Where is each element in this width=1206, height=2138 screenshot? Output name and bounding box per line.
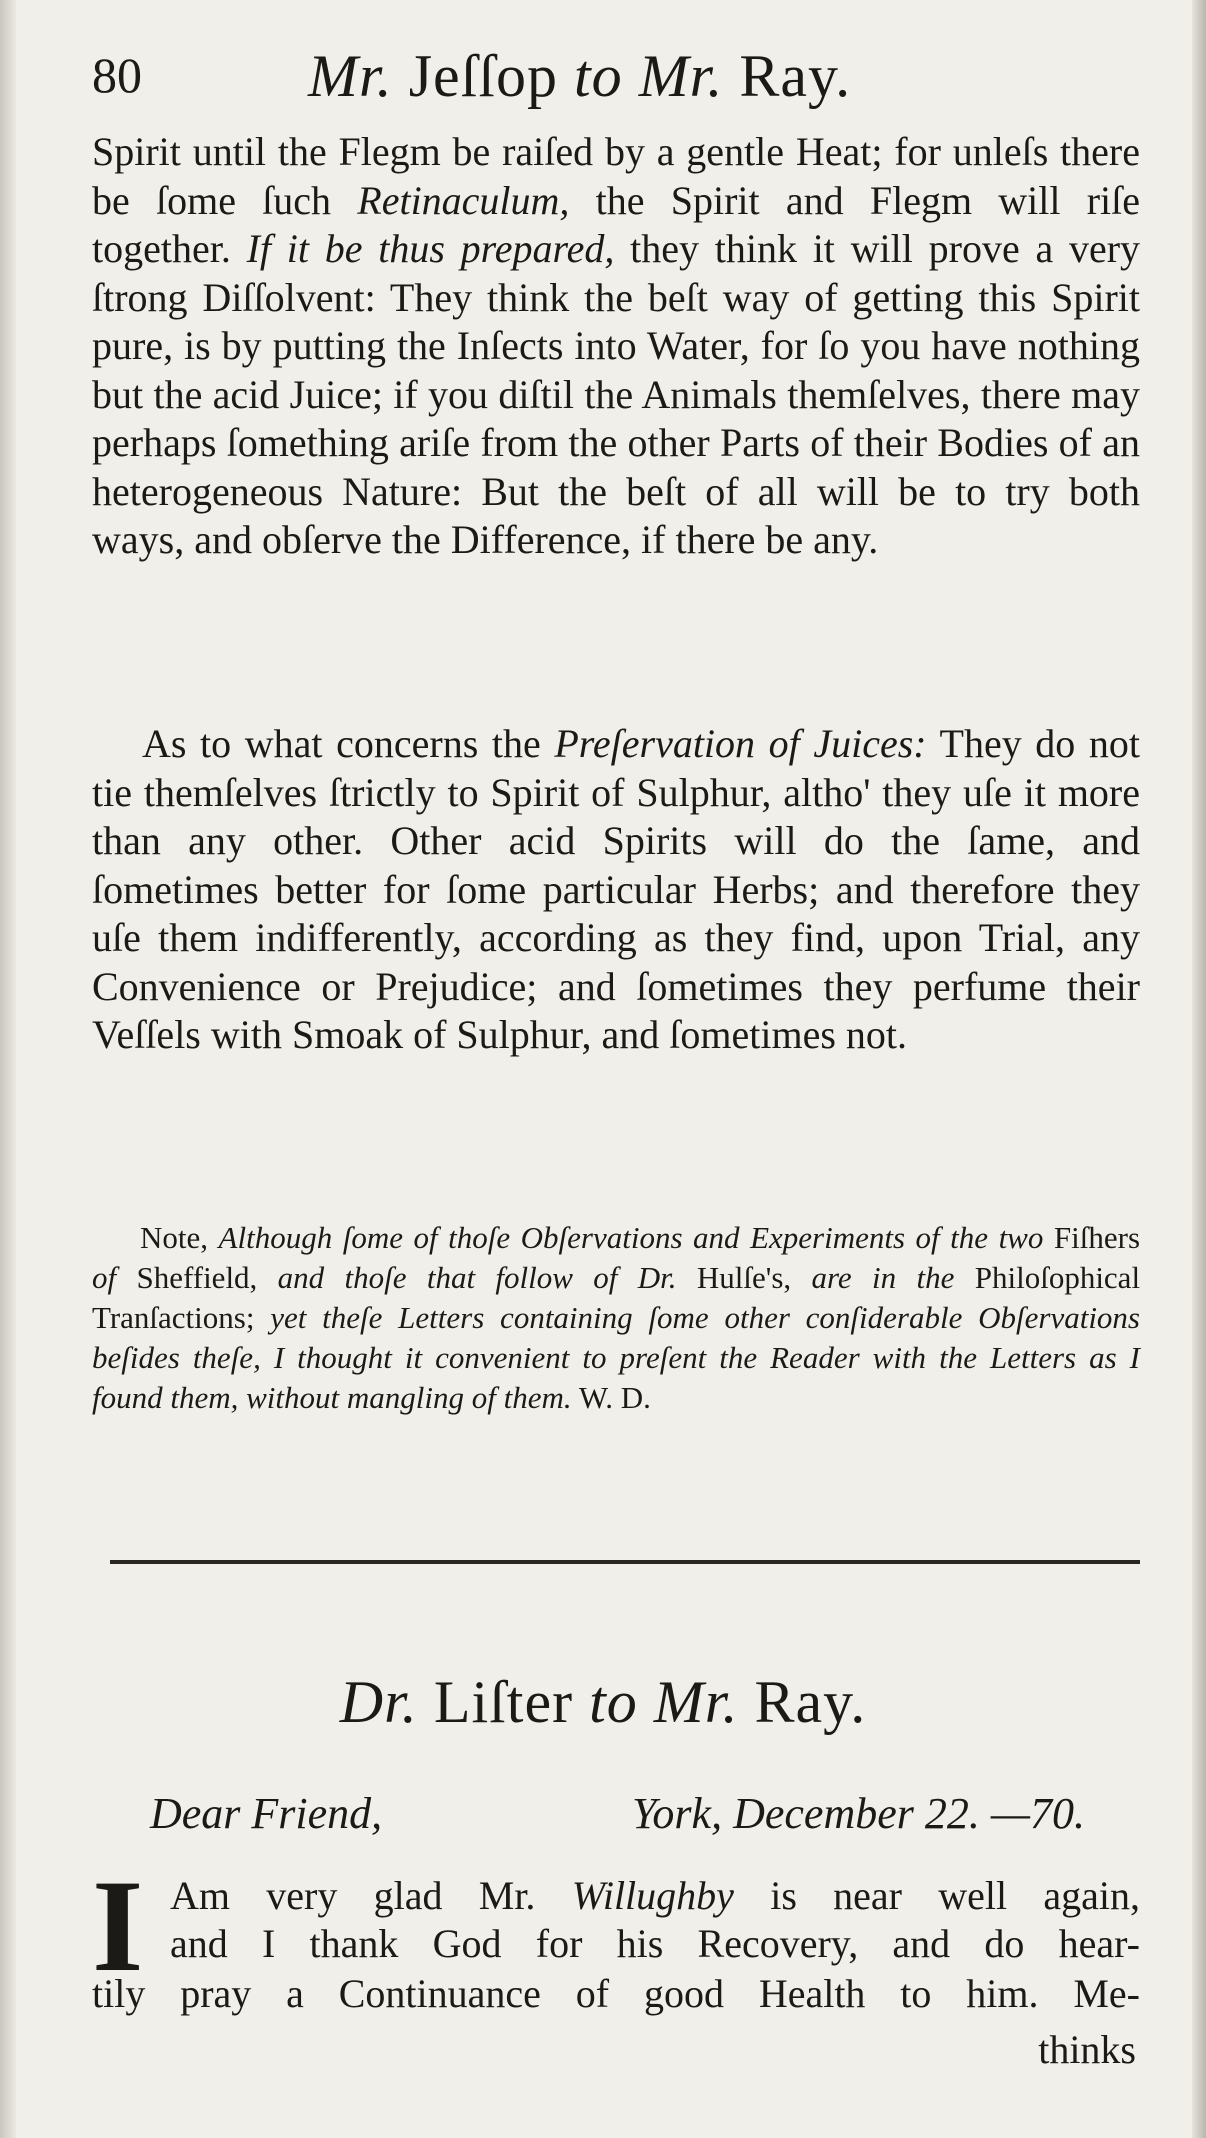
running-title-mr: Mr. (308, 43, 393, 109)
note-roman-hulse: Hulſe's, (696, 1260, 792, 1295)
letter-line-3: tily pray a Continuance of good Health to him. Me- (92, 1971, 1140, 2016)
note-roman-fishers: Fiſhers (1053, 1220, 1141, 1255)
body-paragraph-2 (92, 720, 1140, 1060)
running-title-ray: Ray. (739, 43, 852, 109)
p1-italic-retinaculum: Retinaculum, (357, 177, 570, 223)
p2-italic-preservation: Preſervation of Juices: (554, 721, 927, 766)
running-title-to: to (574, 43, 623, 109)
note-roman-transactions: Philoſophical Tranſactions; (92, 1260, 1141, 1335)
letter-line-1 (170, 1872, 1140, 1919)
letter-line-1-c: is near well again, (770, 1873, 1141, 1918)
letter-line-2: and I thank God for his Recovery, and do hear- (170, 1921, 1140, 1966)
letter-heading-dr: Dr. (339, 1669, 418, 1735)
running-head (92, 42, 1132, 122)
p1-italic-prepared: If it be thus prepared, (246, 226, 615, 271)
running-title-mr2: Mr. (638, 43, 724, 109)
note-label: Note, (140, 1220, 209, 1255)
catchword: thinks (1038, 2027, 1136, 2072)
letter-heading-name: Liſter (433, 1669, 574, 1735)
drop-cap: I (92, 1852, 144, 1999)
letter-heading-mr: Mr. (653, 1669, 739, 1735)
letter-heading (0, 1668, 1206, 1737)
p1-text-a: Spirit until the Flegm be raiſed by a gentle Heat; for unleſs there be ſome ſuch (92, 129, 1140, 223)
letter-heading-ray: Ray. (754, 1669, 867, 1735)
p1-text-c: they think it will prove a very ſtrong Diſſolvent: They think the beſt way of getting this Spirit pure, is by putting the Inſects into Water, for ſo you have nothing but the acid Juice; if you diſtil the Animals themſelves, there may perhaps ſomething ariſe from the other Parts of their Bodies of an heterogeneous Nature: But the beſt of all will be to try both ways, and obſerve the Difference, if there be any. (92, 226, 1141, 562)
note-italic-2: and thoſe that follow of Dr. (277, 1260, 677, 1295)
note-italic-4: yet theſe Letters containing ſome other conſiderable Obſervations beſides theſe, I thought it convenient to preſent the Reader with the Letters as I found them, without mangling of them. (92, 1300, 1140, 1415)
section-divider (110, 1560, 1140, 1564)
running-title-name: Jeſſop (408, 43, 559, 109)
note-italic-of: of (92, 1260, 117, 1295)
letter-line-1-a: Am very glad Mr. (170, 1873, 536, 1918)
letter-dateline: York, December 22. —70. (632, 1789, 1085, 1838)
note-italic-1: Although ſome of thoſe Obſervations and Experiments of the two (218, 1220, 1044, 1255)
note-roman-sheffield: Sheffield, (136, 1260, 258, 1295)
note-italic-3: are in the (811, 1260, 955, 1295)
editor-note (92, 1218, 1140, 1418)
letter-salutation: Dear Friend, (150, 1789, 383, 1838)
note-signature: W. D. (578, 1380, 651, 1415)
letter-heading-to: to (589, 1669, 638, 1735)
running-title (308, 42, 851, 111)
p2-text-b: They do not tie themſelves ſtrictly to Spirit of Sulphur, altho' they uſe it more than any other. Other acid Spirits will do the ſame, and ſometimes better for ſome particular Herbs; and therefore they uſe them indifferently, according as they find, upon Trial, any Convenience or Prejudice; and ſometimes they perfume their Veſſels with Smoak of Sulphur, and ſometimes not. (92, 721, 1141, 1057)
body-paragraph-1 (92, 128, 1140, 565)
p1-text-b: the Spirit and Flegm will riſe together. (92, 177, 1141, 271)
page-number: 80 (92, 47, 142, 103)
letter-line-1-willughby: Willughby (571, 1873, 734, 1918)
p2-text-a: As to what concerns the (142, 721, 541, 766)
